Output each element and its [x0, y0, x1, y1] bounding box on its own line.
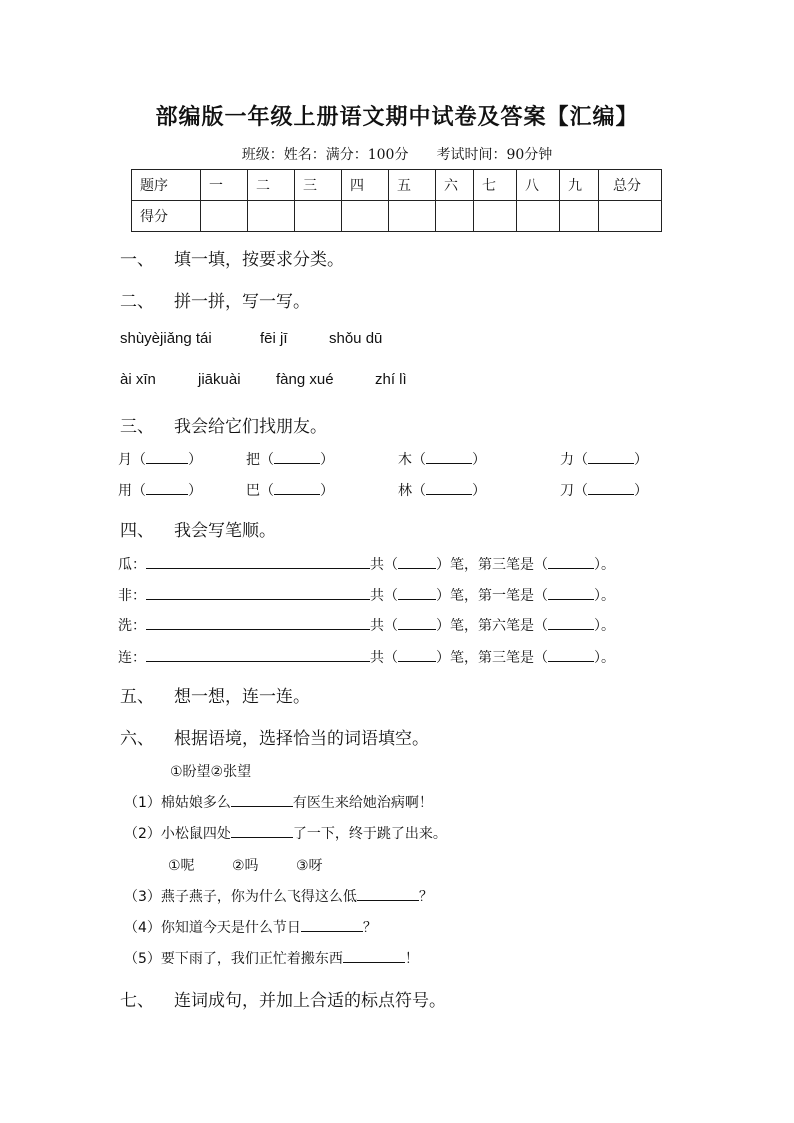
question-2: （2）小松鼠四处 了一下，终于跳了出来。	[124, 823, 447, 843]
header-cell: 总分	[599, 170, 662, 201]
section-number: 六、	[120, 729, 154, 749]
stroke-answer-blank[interactable]	[548, 615, 594, 630]
score-cell[interactable]	[599, 201, 662, 232]
answer-blank[interactable]	[146, 480, 188, 495]
section-text: 连词成句，并加上合适的标点符号。	[174, 991, 446, 1011]
exam-info: 班级：姓名：满分：100分 考试时间：90分钟	[241, 147, 553, 163]
section-2-heading	[120, 287, 310, 312]
answer-blank[interactable]	[426, 480, 472, 495]
pinyin-word: ài xīn	[120, 371, 156, 388]
header-cell: 八	[517, 170, 560, 201]
header-cell: 三	[295, 170, 342, 201]
stroke-count-blank[interactable]	[398, 554, 436, 569]
stroke-row: 瓜： 共（ ）笔，第三笔是（ ）。	[118, 554, 615, 574]
section-text: 拼一拼，写一写。	[174, 292, 310, 312]
pinyin-word: shǒu dū	[329, 330, 383, 347]
section-text: 我会给它们找朋友。	[174, 417, 327, 437]
answer-blank[interactable]	[343, 948, 405, 963]
answer-blank[interactable]	[301, 917, 363, 932]
word-option: ①呢	[168, 858, 195, 874]
section-text: 根据语境，选择恰当的词语填空。	[174, 729, 429, 749]
stroke-row: 连： 共（ ）笔，第三笔是（ ）。	[118, 647, 615, 667]
score-cell[interactable]	[474, 201, 517, 232]
stroke-order-blank[interactable]	[146, 647, 370, 662]
score-cell[interactable]	[560, 201, 599, 232]
friend-item: 巴（ ）	[246, 480, 334, 500]
stroke-row: 非： 共（ ）笔，第一笔是（ ）。	[118, 585, 615, 605]
section-5-heading	[120, 682, 310, 707]
answer-blank[interactable]	[231, 823, 293, 838]
score-cell[interactable]	[342, 201, 389, 232]
friend-item: 把（ ）	[246, 449, 334, 469]
header-cell: 五	[389, 170, 436, 201]
pinyin-word: jiākuài	[198, 371, 241, 388]
section-3-heading	[120, 412, 327, 437]
stroke-answer-blank[interactable]	[548, 554, 594, 569]
answer-blank[interactable]	[146, 449, 188, 464]
question-4: （4）你知道今天是什么节日 ？	[124, 917, 377, 937]
question-1: （1）棉姑娘多么 有医生来给她治病啊！	[124, 792, 433, 812]
pinyin-word: shùyèjiǎng tái	[120, 330, 212, 347]
answer-blank[interactable]	[357, 886, 419, 901]
answer-blank[interactable]	[588, 449, 634, 464]
friend-item: 月（ ）	[118, 449, 202, 469]
score-cell[interactable]	[389, 201, 436, 232]
section-text: 填一填，按要求分类。	[174, 250, 344, 270]
section-6-heading	[120, 724, 429, 749]
section-number: 四、	[120, 521, 154, 541]
section-number: 二、	[120, 292, 154, 312]
section-7-heading	[120, 986, 446, 1011]
answer-blank[interactable]	[274, 480, 320, 495]
stroke-answer-blank[interactable]	[548, 647, 594, 662]
friend-item: 木（ ）	[398, 449, 486, 469]
section-number: 一、	[120, 250, 154, 270]
score-table-score-row	[132, 201, 662, 232]
word-option: ②吗	[232, 858, 259, 874]
header-cell: 六	[436, 170, 474, 201]
section-4-heading	[120, 516, 276, 541]
section-number: 七、	[120, 991, 154, 1011]
stroke-order-blank[interactable]	[146, 554, 370, 569]
answer-blank[interactable]	[231, 792, 293, 807]
score-cell[interactable]	[248, 201, 295, 232]
pinyin-word: fēi jī	[260, 330, 288, 347]
stroke-count-blank[interactable]	[398, 615, 436, 630]
section-text: 我会写笔顺。	[174, 521, 276, 541]
question-3: （3）燕子燕子，你为什么飞得这么低 ？	[124, 886, 433, 906]
section-number: 五、	[120, 687, 154, 707]
score-cell[interactable]	[295, 201, 342, 232]
stroke-count-blank[interactable]	[398, 647, 436, 662]
page-title: 部编版一年级上册语文期中试卷及答案【汇编】	[155, 105, 639, 130]
friend-item: 林（ ）	[398, 480, 486, 500]
score-cell[interactable]	[517, 201, 560, 232]
question-5: （5）要下雨了，我们正忙着搬东西 ！	[124, 948, 419, 968]
section-number: 三、	[120, 417, 154, 437]
stroke-answer-blank[interactable]	[548, 585, 594, 600]
stroke-order-blank[interactable]	[146, 585, 370, 600]
stroke-order-blank[interactable]	[146, 615, 370, 630]
word-option: ③呀	[296, 858, 323, 874]
header-cell: 二	[248, 170, 295, 201]
word-options: ①盼望②张望	[170, 764, 252, 780]
header-cell: 一	[201, 170, 248, 201]
header-cell: 九	[560, 170, 599, 201]
stroke-row: 洗： 共（ ）笔，第六笔是（ ）。	[118, 615, 615, 635]
score-table	[131, 169, 662, 232]
friend-item: 刀（ ）	[560, 480, 648, 500]
header-cell: 七	[474, 170, 517, 201]
header-cell: 四	[342, 170, 389, 201]
friend-item: 力（ ）	[560, 449, 648, 469]
answer-blank[interactable]	[274, 449, 320, 464]
score-cell[interactable]	[201, 201, 248, 232]
score-table-header-row	[132, 170, 662, 201]
section-1-heading	[120, 245, 344, 270]
section-text: 想一想，连一连。	[174, 687, 310, 707]
header-cell: 题序	[132, 170, 201, 201]
pinyin-word: fàng xué	[276, 371, 334, 388]
friend-item: 用（ ）	[118, 480, 202, 500]
answer-blank[interactable]	[426, 449, 472, 464]
score-row-label: 得分	[132, 201, 201, 232]
score-cell[interactable]	[436, 201, 474, 232]
pinyin-word: zhí lì	[375, 371, 407, 388]
stroke-count-blank[interactable]	[398, 585, 436, 600]
answer-blank[interactable]	[588, 480, 634, 495]
